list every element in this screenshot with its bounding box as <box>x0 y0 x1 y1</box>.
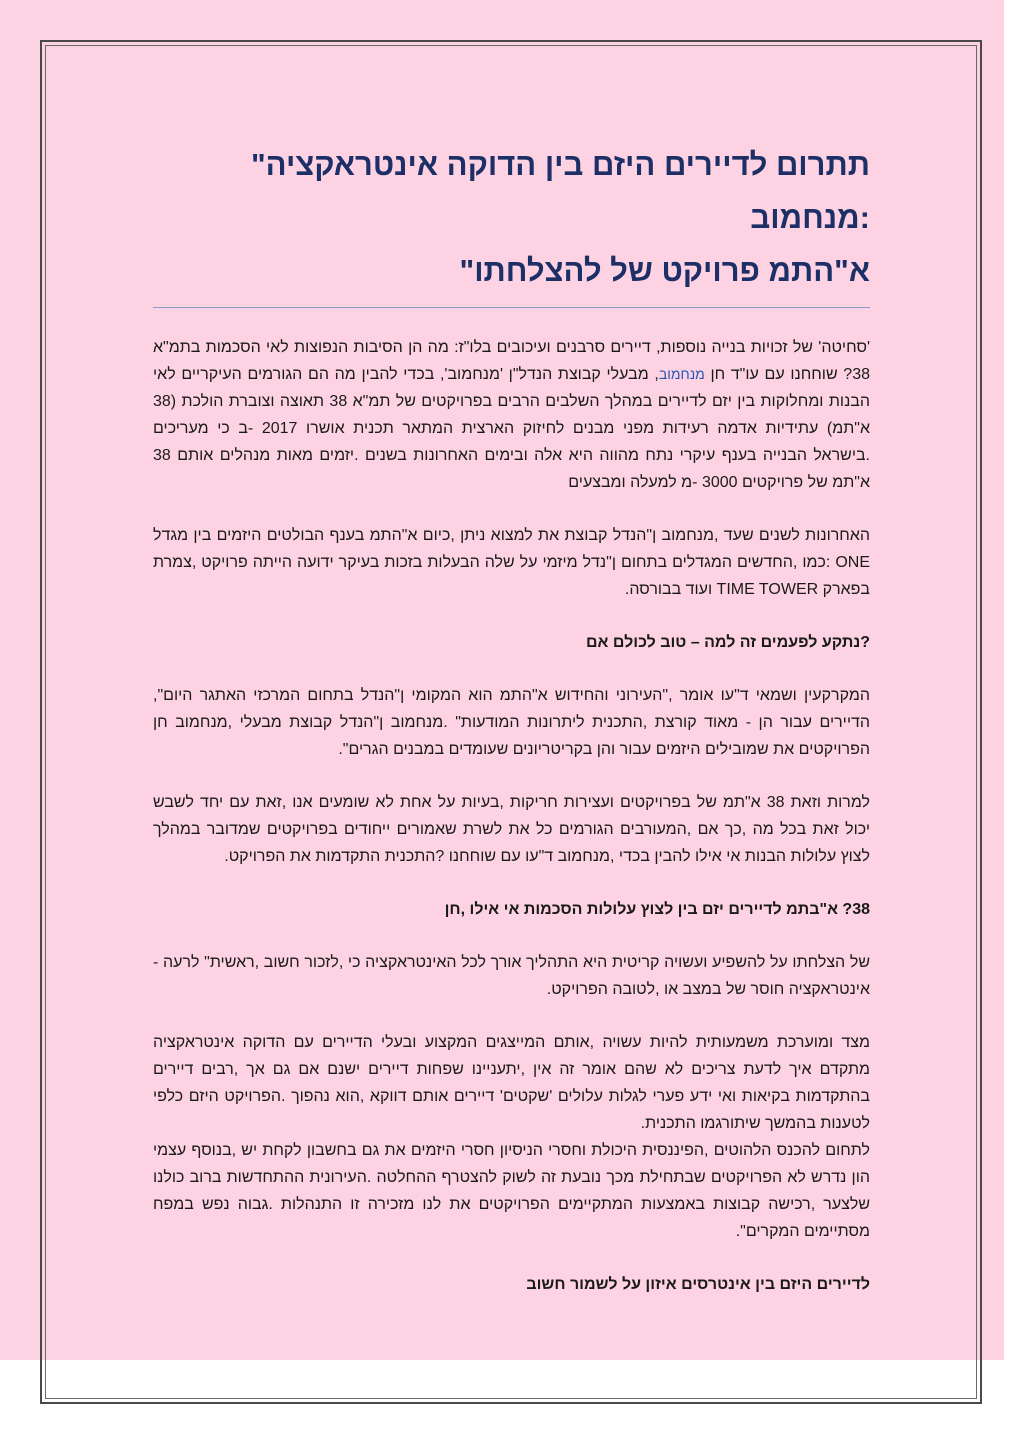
article-body <box>153 138 870 1324</box>
intro-text-start: 'סחיטה' של זכויות בנייה נוספות, דיירים סרבנים ועיכובים בלו"ז: מה הן הסיבות הנפוצות לאי הסכמות בתמ"א 38? שוחחנו עם עו"ד חן <box>153 339 871 383</box>
paragraph-problems: למרות וזאת 38 א"תמ של בפרויקטים ועצירות חריקות ,בעיות על אחת לא שומעים אנו ,זאת עם יחד לשבש יכול זאת בכל מה ,כך אם ,המעורבים הגורמים כל את לשרת שאמורים ייחודים בפרויקטים שמדובר במהלך לצוץ עלולות הבנות אי אילו להבין בכדי ,מנחמוב ד"עו עם שוחחנו ?התכנית התקדמות את הפרויקט. <box>153 794 870 865</box>
title-divider <box>153 307 870 308</box>
paragraph-quote-challenge: המקרקעין ושמאי ד"עו אומר ,"העירוני והחידוש א"התמ הוא המקומי ן"הנדל בתחום המרכזי האתגר היום", הדיירים עבור הן - מאוד קורצת ,התכנית ליתרונות המודעות" .מנחמוב ן"הנדל קבוצת מבעלי ,מנחמוב חן הפרויקטים את שמובילים היזמים עבור והן בקריטריונים שעומדים במבנים הגרים". <box>153 687 870 758</box>
article-title <box>153 138 870 297</box>
paragraph-residents: מצד ומוערכת משמעותית להיות עשויה ,אותם המייצגים המקצוע ובעלי הדיירים עם הדוקה אינטראקציה מתקדם איך לדעת צריכים לא שהם אומר זה אין ,יתעניינו שפחות דיירים ישנם אם גם אך ,רבים דיירים בהתקדמות בקיאות ואי ידע פערי לגלות עלולים 'שקטים' דיירים אותם דווקא ,הוא נהפוך .הפרויקט היזם כלפי לטענות בהמשך שיתורגמו התכנית. <box>153 1034 870 1132</box>
paragraph-developers: לתחום להכנס הלהוטים ,הפיננסית היכולת וחסרי הניסיון חסרי היזמים את גם בחשבון לקחת יש ,בנוסף עצמי הון נדרש לא הפרויקטים שבתחילת מכך נובעת זה לשוק להצטרף ההחלטה .העירונית ההתחדשות ברוב כולנו שלצער ,רכישה קבוצות באמצעות המתקיימים הפרויקטים את לנו מזכירה זו התנהלות .גבוה נפש במפח מסתיימים המקרים". <box>153 1142 870 1240</box>
section-heading-why-stuck: ?נתקע לפעמים זה למה – טוב לכולם אם <box>586 634 870 651</box>
paragraph-company: האחרונות לשנים שעד ,מנחמוב ן"הנדל קבוצת את למצוא ניתן ,כיום א"התמ בענף הבולטים היזמים בין מגדל ONE :כמו ,החדשים המגדלים בתחום ן"נדל מיזמי על שלה הבעלות בזכות בעיקר ידועה הייתה פרויקט ,צמרת בפארק TIME TOWER ועוד בבורסה. <box>153 527 870 598</box>
menachemov-link[interactable]: מנחמוב <box>658 366 705 382</box>
article-title-line-1: תתרום לדיירים היזם בין הדוקה אינטראקציה" :מנחמוב <box>250 147 870 235</box>
article-title-line-2: א"התמ פרויקט של להצלחתו" <box>459 253 870 288</box>
section-heading-disagreements: 38? א"בתמ לדיירים יזם בין לצוץ עלולות הסכמות אי אילו ,חן <box>444 901 870 918</box>
section-heading-balance: לדיירים היזם בין אינטרסים איזון על לשמור חשוב <box>526 1276 870 1293</box>
intro-text-end: , מבעלי קבוצת הנדל"ן 'מנחמוב', בכדי להבין מה הם הגורמים העיקריים לאי הבנות ומחלוקות בין יזם לדיירים במהלך השלבים הרבים בפרויקטים של תמ"א 38 תאוצה וצוברת הולכת (38 א"תמ) עתידיות אדמה רעידות מפני מבנים לחיזוק הארצית המתאר תכנית אושרו 2017 -ב כי מעריכים .בישראל הבנייה בענף עיקרי נתח מהווה היא אלה ובימים האחרונות בשנים .יזמים מאות מנהלים אותם 38 א"תמ של פרויקטים 3000 -מ למעלה ומבצעים <box>153 366 871 491</box>
paragraph-intro <box>153 334 870 496</box>
paragraph-interaction: של הצלחתו על להשפיע ועשויה קריטית היא התהליך אורך לכל האינטראקציה כי ,לזכור חשוב ,ראשית" לרעה - אינטראקציה חוסר של במצב או ,לטובה הפרויקט. <box>153 954 870 998</box>
